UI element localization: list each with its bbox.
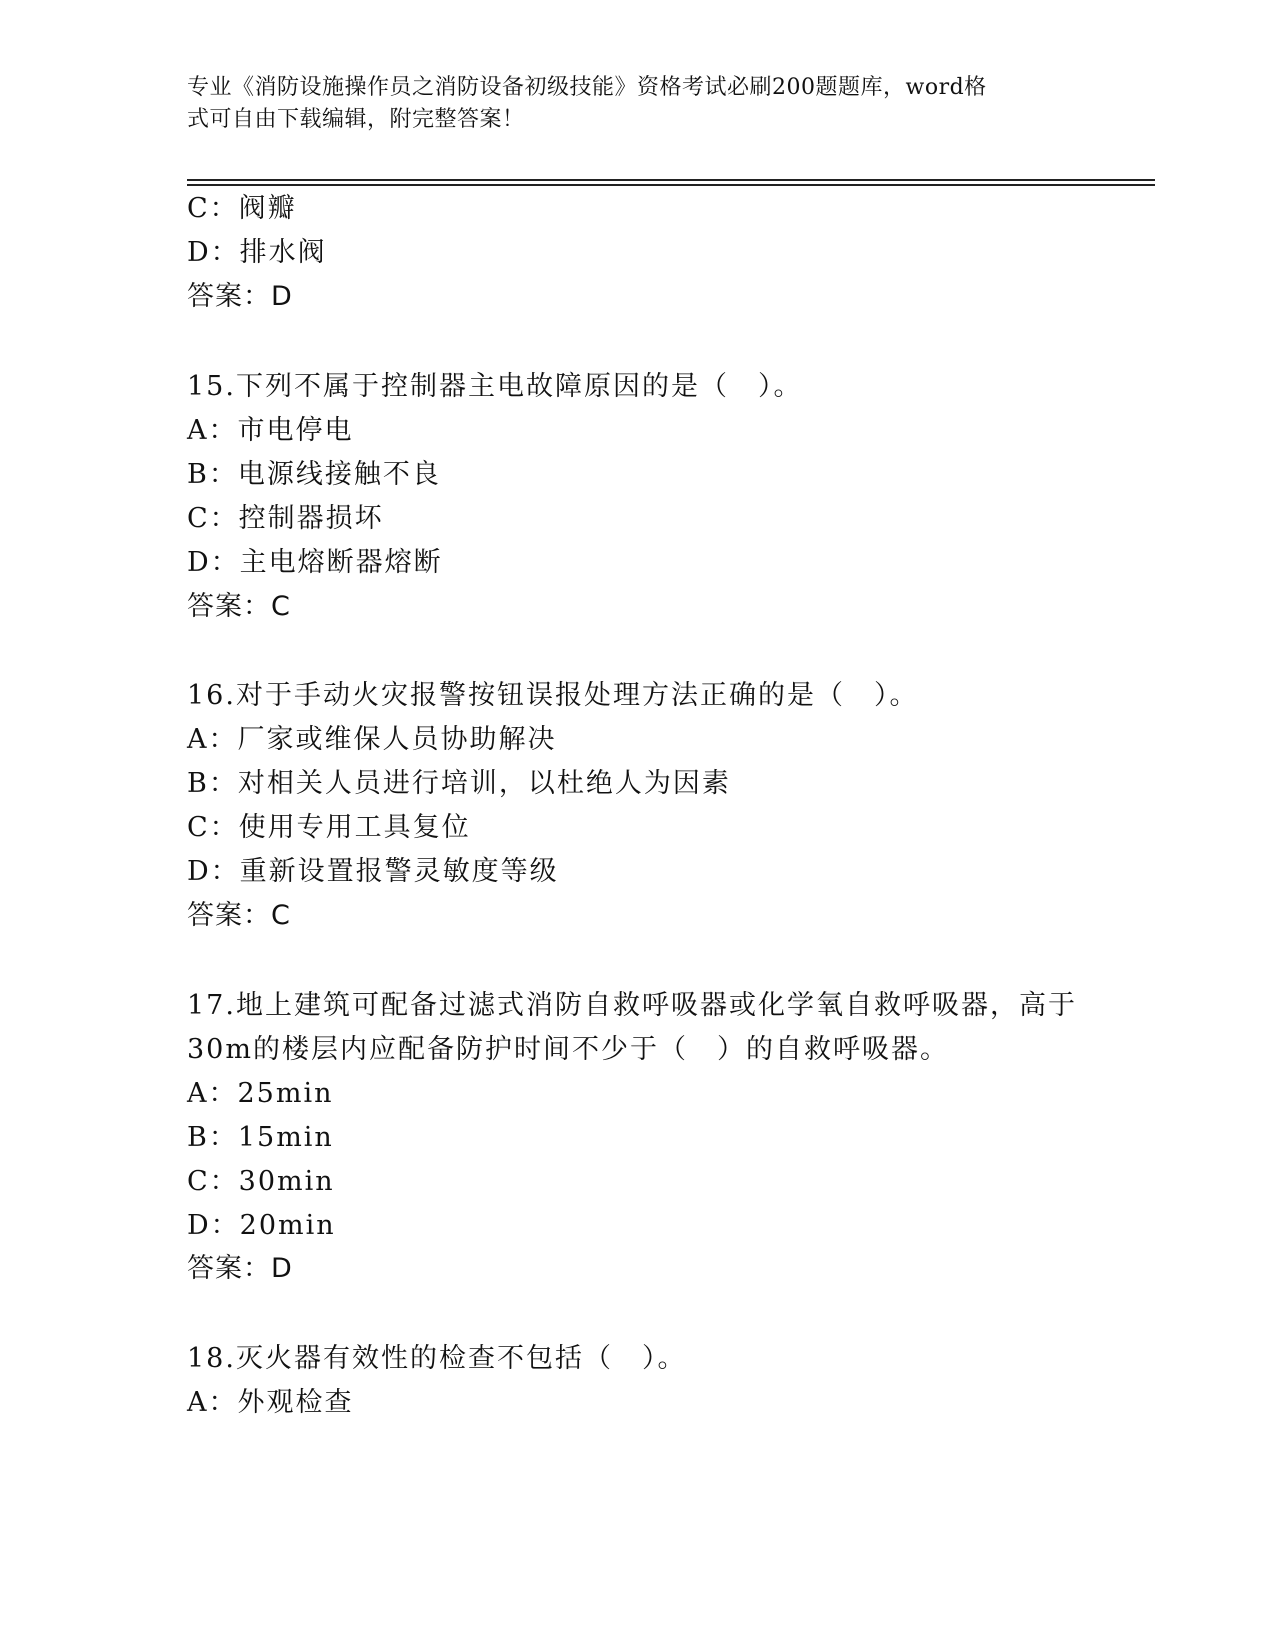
- q17-question-line-1: 17.地上建筑可配备过滤式消防自救呼吸器或化学氧自救呼吸器，高于: [187, 990, 1077, 1021]
- q15-option-b: B：电源线接触不良: [187, 459, 441, 490]
- q16-option-a: A：厂家或维保人员协助解决: [187, 724, 557, 755]
- q17-answer: 答案：D: [187, 1253, 293, 1284]
- q16-answer: 答案：C: [187, 900, 291, 931]
- q16-option-d: D：重新设置报警灵敏度等级: [187, 856, 559, 887]
- q17-option-b: B：15min: [187, 1122, 334, 1153]
- q17-option-a: A：25min: [187, 1078, 334, 1109]
- q15-question: 15.下列不属于控制器主电故障原因的是（ ）。: [187, 371, 803, 402]
- header-divider-top: [187, 179, 1155, 181]
- header-divider-bottom: [187, 184, 1155, 186]
- q18-question: 18.灭火器有效性的检查不包括（ ）。: [187, 1343, 687, 1374]
- header-line-1: 专业《消防设施操作员之消防设备初级技能》资格考试必刷200题题库，word格: [187, 75, 987, 100]
- q16-question: 16.对于手动火灾报警按钮误报处理方法正确的是（ ）。: [187, 680, 919, 711]
- document-header: [187, 72, 1087, 136]
- q15-option-d: D：主电熔断器熔断: [187, 547, 443, 578]
- q14-option-d: D：排水阀: [187, 237, 327, 268]
- q15-option-c: C：控制器损坏: [187, 503, 384, 534]
- q16-option-c: C：使用专用工具复位: [187, 812, 471, 843]
- q15-answer: 答案：C: [187, 591, 291, 622]
- q17-option-d: D：20min: [187, 1210, 336, 1241]
- q17-question-line-2: 30m的楼层内应配备防护时间不少于（ ）的自救呼吸器。: [187, 1034, 949, 1065]
- q14-answer: 答案：D: [187, 281, 293, 312]
- q17-option-c: C：30min: [187, 1166, 335, 1197]
- q15-option-a: A：市电停电: [187, 415, 354, 446]
- q18-option-a: A：外观检查: [187, 1387, 354, 1418]
- q14-option-c: C：阀瓣: [187, 193, 297, 224]
- header-line-2: 式可自由下载编辑，附完整答案！: [187, 107, 525, 132]
- q16-option-b: B：对相关人员进行培训，以杜绝人为因素: [187, 768, 731, 799]
